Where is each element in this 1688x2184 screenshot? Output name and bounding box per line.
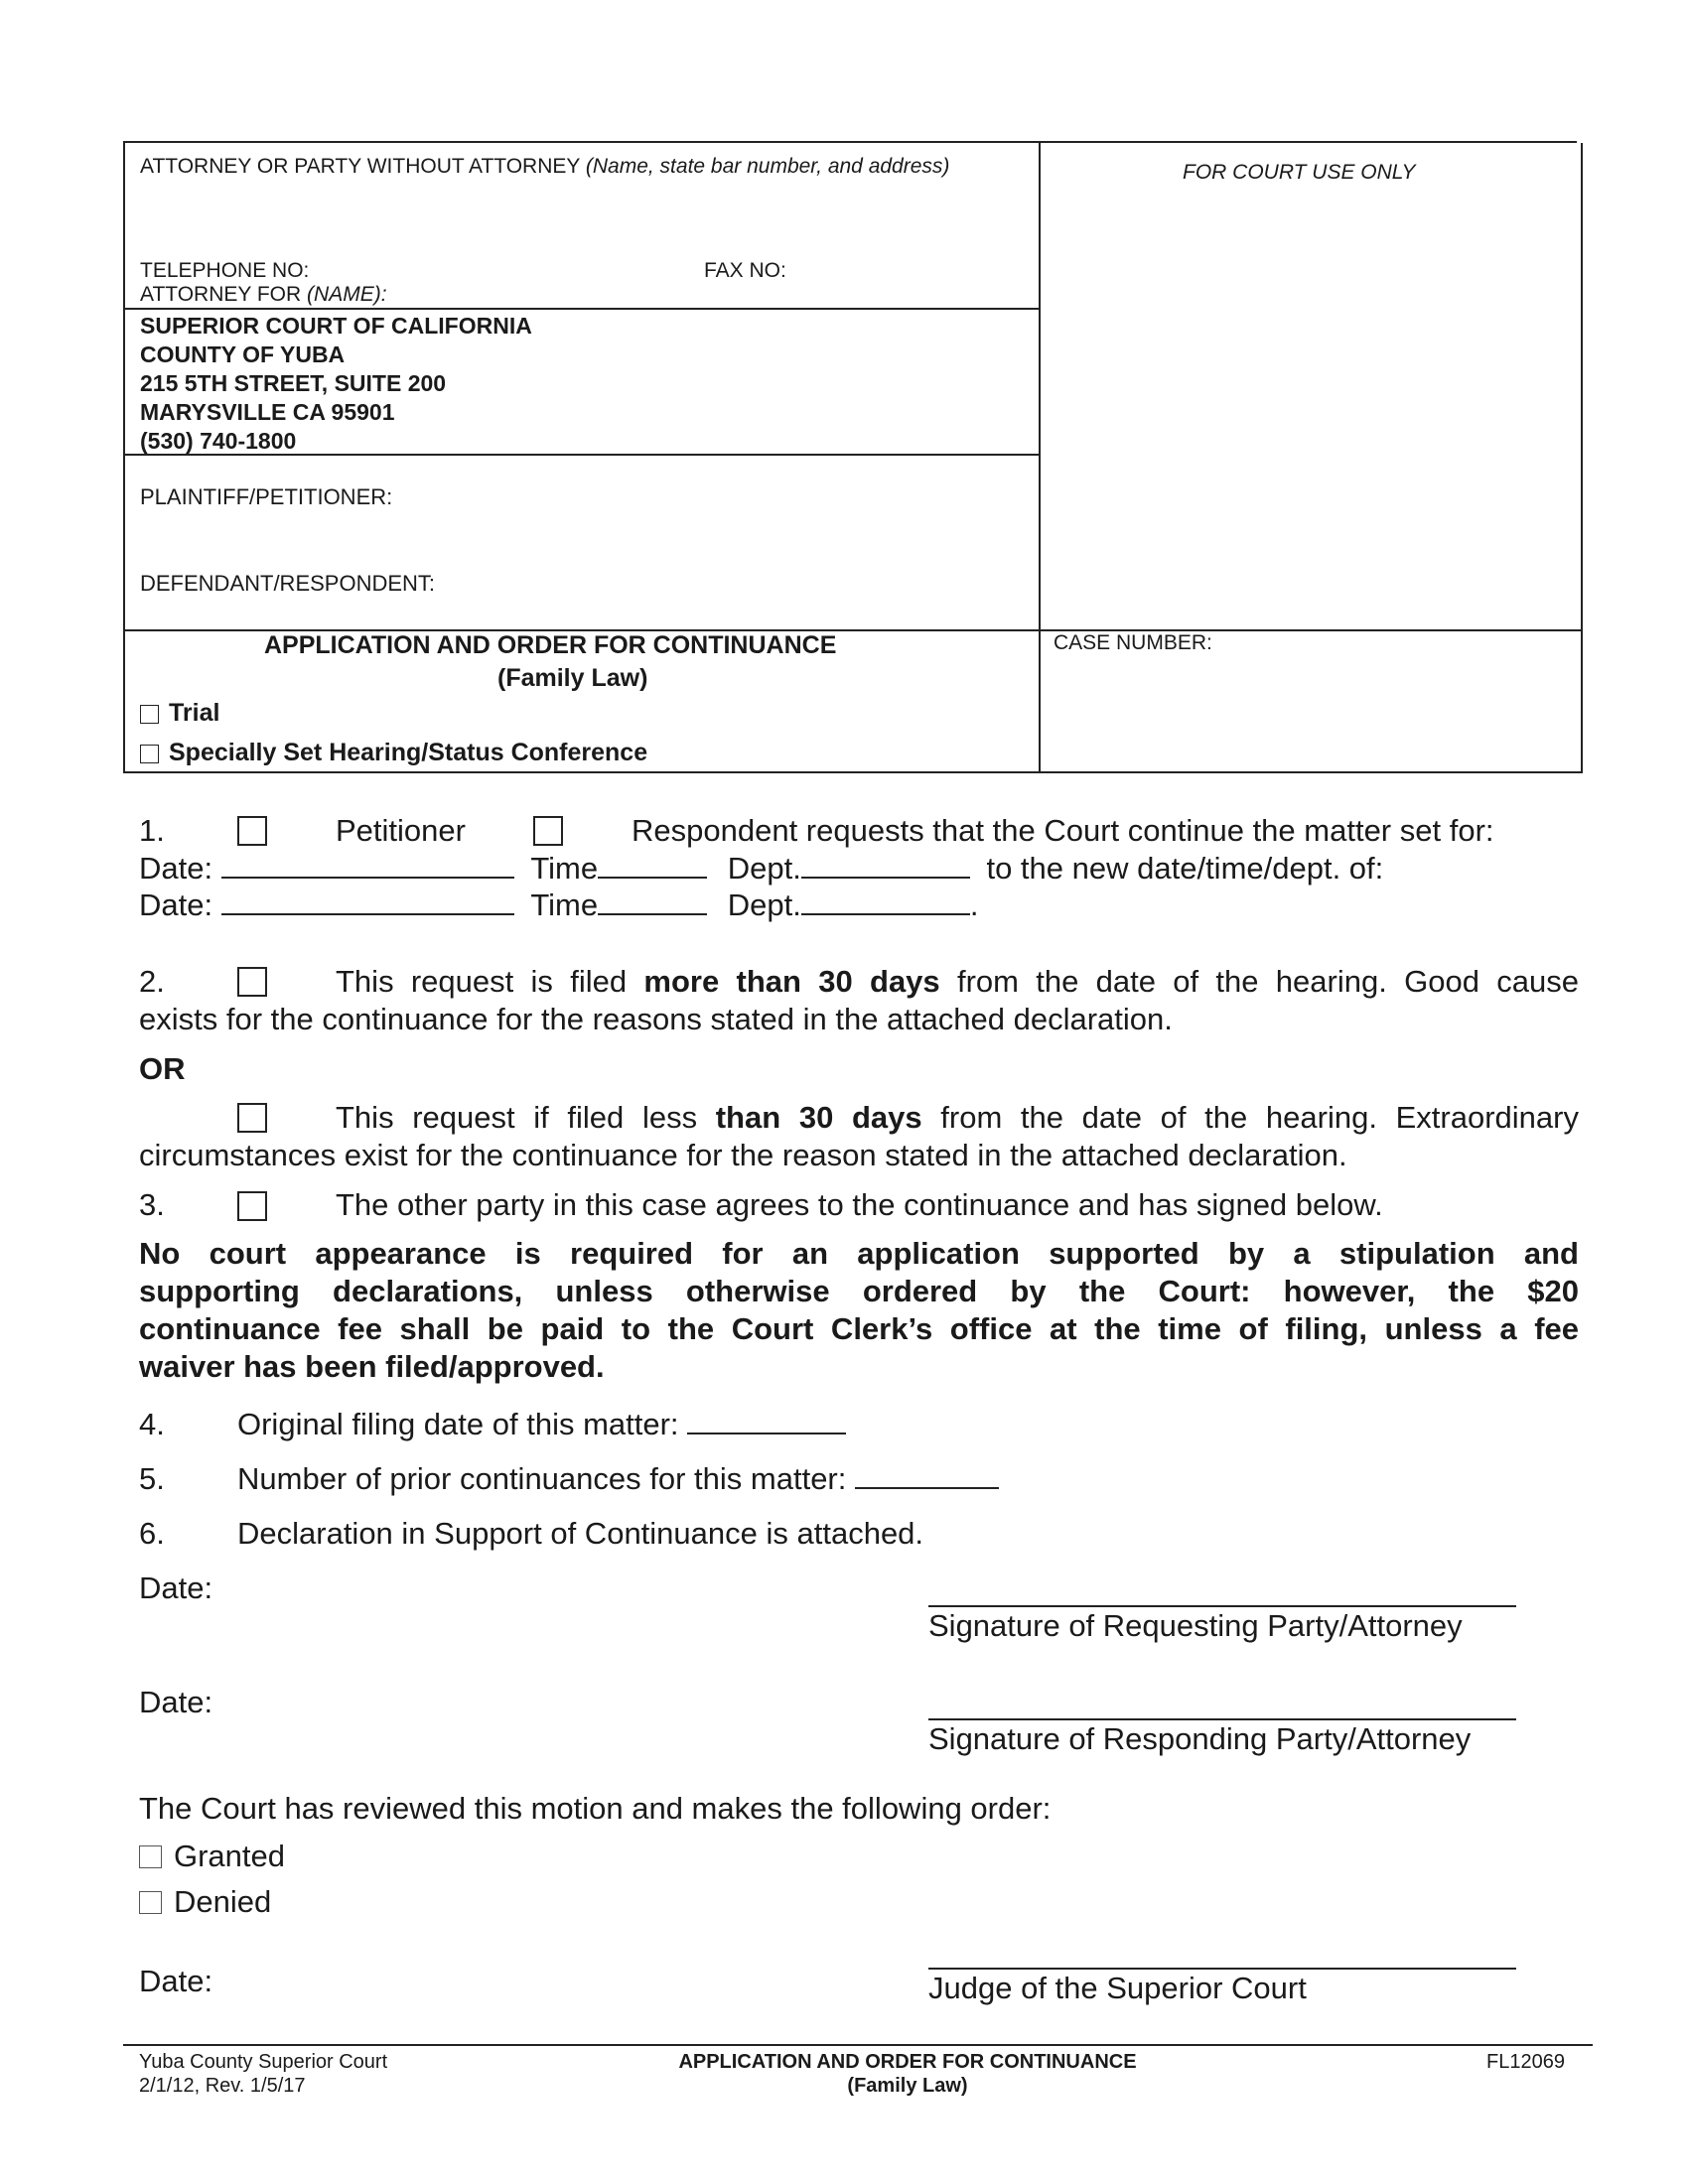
- caption-rule-1: [125, 308, 1039, 310]
- agreement-checkbox[interactable]: [237, 1191, 267, 1221]
- current-date-row: Date: Time Dept. to the new date/time/dept. of:: [139, 851, 1384, 886]
- or-label: OR: [139, 1051, 186, 1086]
- item4-row: Original filing date of this matter:: [237, 1406, 846, 1443]
- item3-text: The other party in this case agrees to the continuance and has signed below.: [336, 1187, 1383, 1222]
- responding-signature-label: Signature of Responding Party/Attorney: [928, 1721, 1472, 1756]
- respondent-request-text: Respondent requests that the Court continue the matter set for:: [632, 813, 1494, 848]
- prior-continuances-field[interactable]: [855, 1461, 999, 1489]
- item2-line1: This request is filed more than 30 days from the date of the hearing. Good cause: [336, 964, 1579, 999]
- new-date-row: Date: Time Dept. .: [139, 887, 979, 922]
- petitioner-checkbox[interactable]: [237, 816, 267, 846]
- item5-row: Number of prior continuances for this matter:: [237, 1460, 999, 1498]
- option-trial: Trial: [140, 699, 219, 728]
- footer-form-number: FL12069: [1486, 2051, 1565, 2073]
- attorney-for-label: ATTORNEY FOR (NAME):: [140, 283, 387, 306]
- respondent-checkbox[interactable]: [533, 816, 563, 846]
- order-intro: The Court has reviewed this motion and makes the following order:: [139, 1791, 1052, 1826]
- item1-number: 1.: [139, 813, 165, 848]
- attorney-label: ATTORNEY OR PARTY WITHOUT ATTORNEY (Name, state bar number, and address): [140, 155, 950, 178]
- footer-revision: 2/1/12, Rev. 1/5/17: [139, 2075, 306, 2097]
- new-dept-field[interactable]: [801, 887, 970, 915]
- current-time-field[interactable]: [598, 851, 707, 879]
- item2-alt-line1: This request if filed less than 30 days from the date of the hearing. Extraordinary: [336, 1100, 1579, 1135]
- granted-checkbox[interactable]: [139, 1845, 162, 1868]
- option-hearing: Specially Set Hearing/Status Conference: [140, 739, 647, 767]
- current-dept-field[interactable]: [801, 851, 970, 879]
- caption-divider: [1039, 143, 1041, 771]
- hearing-checkbox[interactable]: [140, 745, 159, 763]
- order-date-label: Date:: [139, 1964, 213, 1998]
- item6-number: 6.: [139, 1516, 165, 1551]
- petitioner-label: Petitioner: [336, 813, 466, 848]
- requesting-date-label: Date:: [139, 1570, 213, 1605]
- judge-signature-label: Judge of the Superior Court: [928, 1971, 1307, 2005]
- item3-number: 3.: [139, 1187, 165, 1222]
- footer-subtitle: (Family Law): [847, 2075, 968, 2097]
- item5-number: 5.: [139, 1461, 165, 1496]
- footer-court: Yuba County Superior Court: [139, 2051, 388, 2073]
- granted-option: Granted: [139, 1838, 285, 1875]
- new-date-field[interactable]: [221, 887, 514, 915]
- new-time-field[interactable]: [598, 887, 707, 915]
- item6-text: Declaration in Support of Continuance is attached.: [237, 1516, 924, 1551]
- no-appearance-notice: No court appearance is required for an application supported by a stipulation and supporting declarations, unless otherwise ordered by the Court: however, the $20 continuance fee shall be paid to the Court Clerk’s office at the time of filing, unless a fee waiver has been filed/approved.: [139, 1236, 1579, 1384]
- court-use-only: FOR COURT USE ONLY: [1183, 161, 1416, 184]
- item4-number: 4.: [139, 1407, 165, 1441]
- case-number-label: CASE NUMBER:: [1054, 631, 1212, 654]
- item2-number: 2.: [139, 964, 165, 999]
- caption-box: [123, 143, 1583, 773]
- less-than-30-checkbox[interactable]: [237, 1103, 267, 1133]
- current-date-field[interactable]: [221, 851, 514, 879]
- denied-checkbox[interactable]: [139, 1891, 162, 1914]
- defendant-label: DEFENDANT/RESPONDENT:: [140, 571, 436, 596]
- footer-rule: [123, 2044, 1593, 2046]
- court-address: SUPERIOR COURT OF CALIFORNIA COUNTY OF YUBA 215 5TH STREET, SUITE 200 MARYSVILLE CA 95901 (530) 740-1800: [140, 313, 532, 454]
- footer-title: APPLICATION AND ORDER FOR CONTINUANCE: [678, 2051, 1137, 2073]
- item2-alt-line2: circumstances exist for the continuance for the reason stated in the attached declaration.: [139, 1138, 1347, 1172]
- telephone-label: TELEPHONE NO:: [140, 259, 310, 282]
- trial-checkbox[interactable]: [140, 705, 159, 724]
- caption-form-subtitle: (Family Law): [497, 664, 648, 692]
- responding-date-label: Date:: [139, 1685, 213, 1719]
- caption-rule-2: [125, 454, 1039, 456]
- fax-label: FAX NO:: [704, 259, 786, 282]
- requesting-signature-label: Signature of Requesting Party/Attorney: [928, 1608, 1463, 1643]
- original-filing-date-field[interactable]: [687, 1407, 846, 1434]
- item2-line2: exists for the continuance for the reasons stated in the attached declaration.: [139, 1002, 1173, 1036]
- more-than-30-checkbox[interactable]: [237, 967, 267, 997]
- caption-form-title: APPLICATION AND ORDER FOR CONTINUANCE: [264, 631, 837, 659]
- denied-option: Denied: [139, 1883, 271, 1921]
- plaintiff-label: PLAINTIFF/PETITIONER:: [140, 484, 393, 509]
